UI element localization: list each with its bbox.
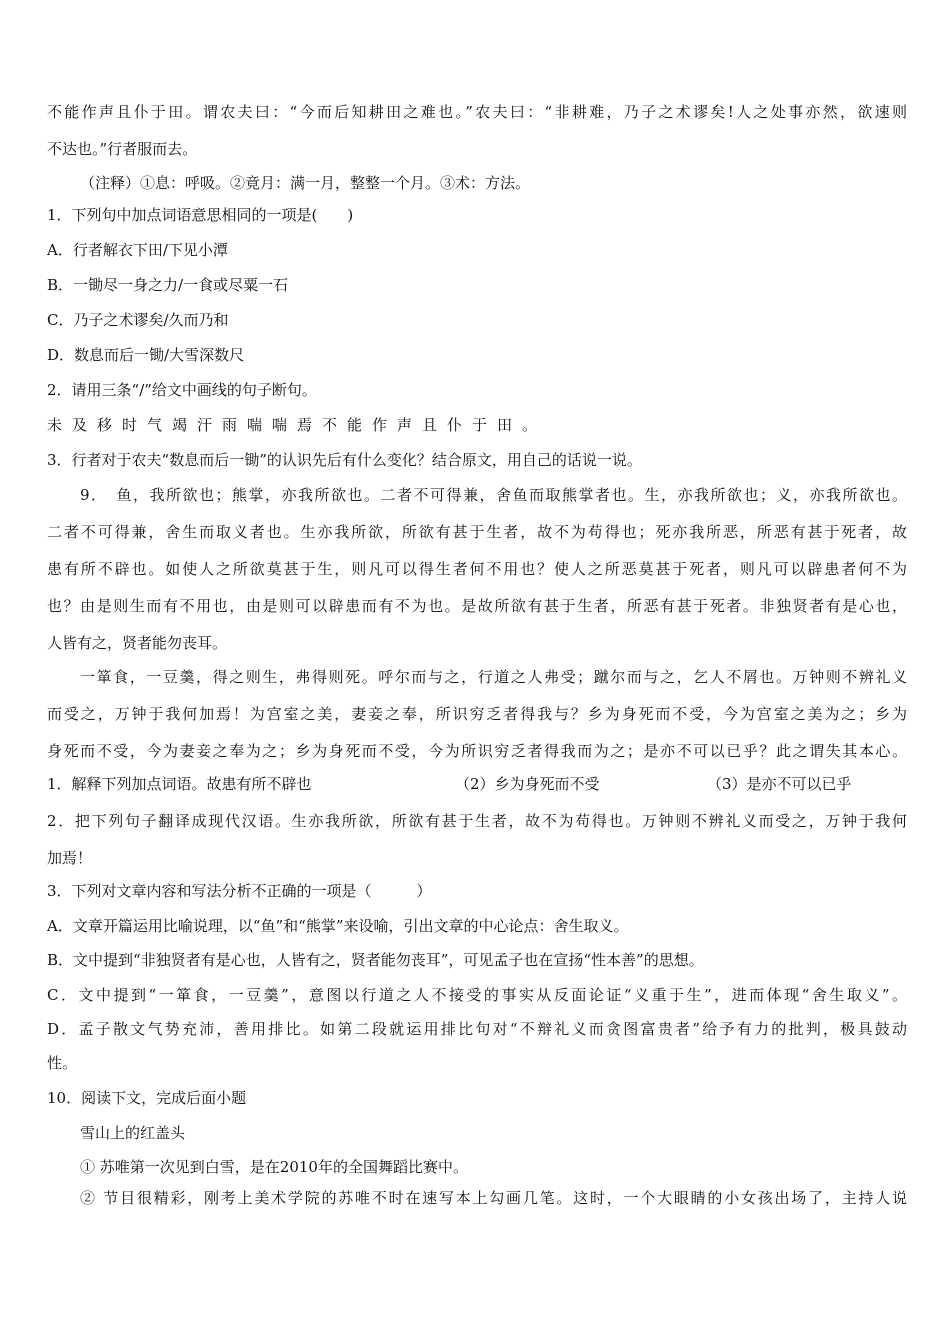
option-line: 性。 — [47, 1054, 78, 1072]
passage-title: 雪山上的红盖头 — [80, 1124, 186, 1142]
passage-line: 也？由是则生而有不用也，由是则可以辟患而有不为也。是故所欲有甚于生者，所恶有甚于死者。非独贤者有是心也， — [47, 597, 907, 615]
question-line: 3．行者对于农夫“数息而后一锄”的认识先后有什么变化？结合原文，用自己的话说一说。 — [47, 451, 642, 469]
question-subitem: （2）乡为身死而不受 — [455, 775, 600, 793]
question-subitem: （3）是亦不可以已乎 — [707, 775, 852, 793]
option-line: D．孟子散文气势充沛，善用排比。如第二段就运用排比句对“不辩礼义而贪图富贵者”给予有力的批判，极具鼓动 — [47, 1020, 907, 1038]
passage-line: 二者不可得兼，舍生而取义者也。生亦我所欲，所欲有甚于生者，故不为苟得也；死亦我所恶，所恶有甚于死者，故 — [47, 523, 907, 541]
option-line: B．文中提到“非独贤者有是心也，人皆有之，贤者能勿丧耳”，可见孟子也在宣扬“性本善”的思想。 — [47, 951, 704, 969]
passage-line: 身死而不受，今为妻妾之奉为之；乡为身死而不受，今为所识穷乏者得我而为之；是亦不可以已乎？此之谓失其本心。 — [47, 742, 907, 760]
passage-line: ① 苏唯第一次见到白雪，是在2010年的全国舞蹈比赛中。 — [80, 1158, 468, 1176]
text-line: 不达也。”行者服而去。 — [47, 140, 198, 158]
option-line: C．文中提到“一箪食，一豆羹”，意图以行道之人不接受的事实从反面论证“义重于生”，进而体现“舍生取义”。 — [47, 986, 907, 1004]
option-line: B．一锄尽一身之力/一食或尽粟一石 — [47, 276, 289, 294]
option-line: C．乃子之术谬矣/久而乃和 — [47, 311, 229, 329]
question-line: 3．下列对文章内容和写法分析不正确的一项是（ ） — [47, 882, 432, 900]
passage-line: 人皆有之，贤者能勿丧耳。 — [47, 634, 228, 652]
question-line: 2．把下列句子翻译成现代汉语。生亦我所欲，所欲有甚于生者，故不为苟得也。万钟则不辨礼义而受之，万钟于我何 — [47, 812, 907, 830]
question-line: 2．请用三条“/”给文中画线的句子断句。 — [47, 381, 317, 399]
question-line: 1．下列句中加点词语意思相同的一项是( ) — [47, 206, 354, 224]
option-line: D．数息而后一锄/大雪深数尺 — [47, 346, 245, 364]
question-line: 10．阅读下文，完成后面小题 — [47, 1089, 247, 1107]
option-line: A．行者解衣下田/下见小潭 — [47, 241, 228, 259]
passage-line: 而受之，万钟于我何加焉！为宫室之美，妻妾之奉，所识穷乏者得我与？乡为身死而不受，今为宫室之美为之；乡为 — [47, 705, 907, 723]
question-line: 1．解释下列加点词语。故患有所不辟也 — [47, 775, 312, 793]
annotation-line: （注释）①息：呼吸。②竟月：满一月，整整一个月。③术：方法。 — [80, 174, 531, 192]
passage-line: ② 节目很精彩，刚考上美术学院的苏唯不时在速写本上勾画几笔。这时，一个大眼睛的小女孩出场了，主持人说 — [80, 1189, 907, 1207]
underlined-sentence: 未及移时气竭汗雨喘喘焉不能作声且仆于田。 — [47, 416, 548, 434]
passage-line: 患有所不辟也。如使人之所欲莫甚于生，则凡可以得生者何不用也？使人之所恶莫甚于死者，则凡可以辟患者何不为 — [47, 560, 907, 578]
question-line: 加焉！ — [47, 849, 93, 867]
option-line: A．文章开篇运用比喻说理，以“鱼”和“熊掌”来设喻，引出文章的中心论点：舍生取义。 — [47, 917, 629, 935]
passage-line: 一箪食，一豆羹，得之则生，弗得则死。呼尔而与之，行道之人弗受；蹴尔而与之，乞人不屑也。万钟则不辨礼义 — [80, 668, 907, 686]
text-line: 不能作声且仆于田。谓农夫曰：“今而后知耕田之难也。”农夫曰：“非耕难，乃子之术谬矣!人之处事亦然，欲速则 — [47, 103, 907, 121]
passage-line: 9． 鱼，我所欲也；熊掌，亦我所欲也。二者不可得兼，舍鱼而取熊掌者也。生，亦我所欲也；义，亦我所欲也。 — [80, 486, 907, 504]
